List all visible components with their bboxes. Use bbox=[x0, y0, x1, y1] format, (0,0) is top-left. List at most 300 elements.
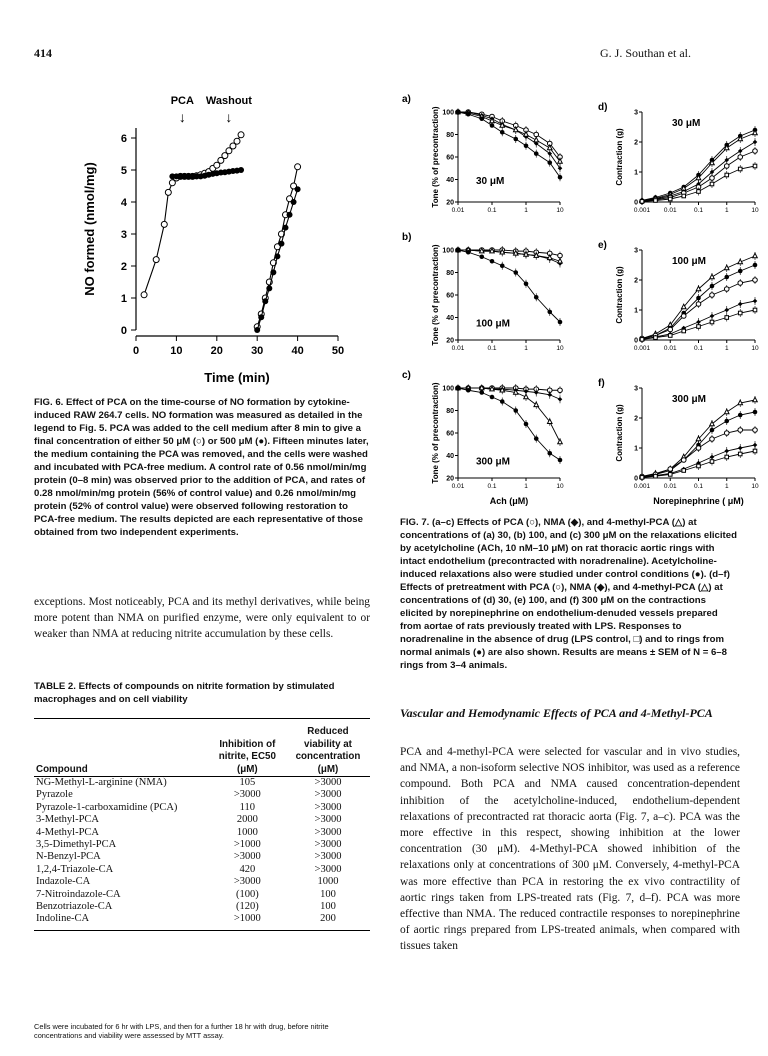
data-point-open-circle bbox=[753, 428, 758, 433]
table2-top-rule bbox=[34, 718, 370, 719]
fig7-y-tick-label: 100 bbox=[442, 247, 454, 255]
data-point-open-square bbox=[710, 320, 714, 324]
fig7-x-tick-label: 0.01 bbox=[451, 207, 465, 214]
fig7-y-tick-label: 80 bbox=[446, 408, 454, 415]
fig7-y-tick-label: 60 bbox=[446, 154, 454, 162]
data-point-triangle bbox=[753, 253, 758, 258]
fig7-panel-letter: e) bbox=[598, 240, 607, 251]
fig7-y-tick-label: 40 bbox=[446, 177, 454, 184]
data-point-open-square bbox=[682, 469, 686, 473]
fig6-y-tick-label: 2 bbox=[120, 261, 127, 273]
data-point-filled-circle bbox=[534, 151, 539, 156]
fig6-caption-lead: FIG. 6. bbox=[34, 397, 64, 408]
table2-cell-inhibition: 1000 bbox=[236, 826, 258, 838]
data-point-filled-circle bbox=[558, 320, 563, 325]
fig6-series-line bbox=[257, 189, 297, 330]
data-point-open-circle bbox=[738, 428, 743, 433]
data-point-open-circle bbox=[165, 189, 171, 195]
fig7-charts bbox=[400, 90, 760, 510]
table-row bbox=[34, 851, 370, 863]
fig6-arrow: ↓ bbox=[178, 109, 186, 125]
table2-cell-compound: 3,5-Dimethyl-PCA bbox=[36, 839, 117, 851]
fig6-y-tick-label: 5 bbox=[120, 165, 127, 177]
fig7-x-tick-label: 1 bbox=[524, 483, 528, 490]
table2-cell-inhibition: (100) bbox=[235, 888, 259, 900]
data-point-open-square bbox=[668, 197, 672, 201]
fig7-x-tick-label: 0.001 bbox=[633, 483, 651, 490]
data-point-open-circle bbox=[141, 292, 147, 298]
fig7-y-axis-label: Tone (% of precontraction) bbox=[431, 382, 440, 484]
table2-cell-viability: >3000 bbox=[314, 863, 342, 875]
fig6-annotation: Washout bbox=[205, 95, 252, 107]
table2-cell-compound: N-Benzyl-PCA bbox=[36, 851, 101, 863]
fig7-x-tick-label: 10 bbox=[751, 483, 759, 490]
data-point-open-square bbox=[640, 476, 644, 480]
table2-cell-compound: 3-Methyl-PCA bbox=[36, 814, 99, 826]
data-point-open-square bbox=[753, 449, 757, 453]
data-point-filled-circle bbox=[295, 186, 301, 192]
fig7-x-tick-label: 0.1 bbox=[693, 483, 704, 490]
data-point-open-circle bbox=[161, 221, 167, 227]
data-point-triangle bbox=[547, 255, 552, 260]
table2-cell-inhibition: 110 bbox=[239, 801, 256, 813]
fig7-x-tick-label: 10 bbox=[556, 483, 564, 490]
data-point-diamond bbox=[710, 314, 715, 319]
fig7-x-tick-label: 10 bbox=[556, 345, 564, 352]
table2-cell-viability: >3000 bbox=[314, 851, 342, 863]
data-point-open-circle bbox=[295, 164, 301, 170]
fig7-x-axis-label: Ach (μM) bbox=[489, 496, 529, 506]
fig7-y-tick-label: 1 bbox=[634, 445, 638, 453]
fig7-x-tick-label: 1 bbox=[724, 483, 729, 490]
data-point-filled-circle bbox=[262, 298, 268, 304]
data-point-filled-circle bbox=[266, 285, 272, 291]
data-point-diamond bbox=[753, 443, 758, 448]
table2-cell-compound: 1,2,4-Triazole-CA bbox=[36, 863, 114, 875]
data-point-open-circle bbox=[153, 257, 159, 263]
data-point-open-square bbox=[710, 460, 714, 464]
fig7-x-tick-label: 1 bbox=[724, 345, 729, 352]
data-point-open-square bbox=[654, 336, 658, 340]
fig7-concentration-label: 300 μM bbox=[672, 394, 706, 405]
fig7-series-line bbox=[458, 250, 560, 261]
data-point-filled-circle bbox=[500, 130, 505, 135]
table-row bbox=[34, 913, 370, 925]
data-point-filled-circle bbox=[456, 248, 461, 253]
data-point-triangle bbox=[738, 400, 743, 405]
fig6-series-line bbox=[144, 135, 241, 295]
table-row bbox=[34, 814, 370, 826]
data-point-open-square bbox=[668, 473, 672, 477]
data-point-filled-circle bbox=[753, 410, 758, 415]
fig7-x-tick-label: 0.01 bbox=[451, 483, 465, 490]
fig6-y-tick-label: 0 bbox=[120, 325, 127, 337]
table2-cell-inhibition: >3000 bbox=[233, 789, 261, 801]
data-point-open-circle bbox=[696, 446, 701, 451]
data-point-filled-circle bbox=[534, 436, 539, 441]
data-point-filled-circle bbox=[513, 137, 518, 142]
table-row bbox=[34, 901, 370, 913]
data-point-open-circle bbox=[234, 138, 240, 144]
fig7-y-axis-label: Contraction (g) bbox=[615, 128, 624, 186]
data-point-open-square bbox=[668, 334, 672, 338]
fig7-y-tick-label: 2 bbox=[634, 415, 638, 423]
table2-footnote: Cells were incubated for 6 hr with LPS, and then for a further 18 hr with drug, before nitrite concentrations and viability were assessed by MTT assay. bbox=[34, 1022, 329, 1040]
fig7-x-tick-label: 0.01 bbox=[663, 345, 677, 352]
data-point-diamond bbox=[753, 140, 758, 145]
data-point-open-square bbox=[640, 338, 644, 342]
fig7-caption-lead: FIG. 7. bbox=[400, 517, 430, 528]
fig7-panel-d bbox=[598, 102, 759, 214]
table2-cell-viability: 200 bbox=[320, 913, 336, 925]
data-point-filled-circle bbox=[500, 263, 505, 268]
data-point-filled-circle bbox=[490, 123, 495, 128]
data-point-open-square bbox=[725, 316, 729, 320]
fig7-y-axis-label: Contraction (g) bbox=[615, 404, 624, 462]
fig6-annotation: PCA bbox=[170, 95, 194, 107]
fig7-y-tick-label: 0 bbox=[634, 199, 638, 207]
data-point-open-square bbox=[725, 455, 729, 459]
fig7-concentration-label: 300 μM bbox=[476, 456, 510, 468]
data-point-open-circle bbox=[681, 458, 686, 463]
data-point-filled-circle bbox=[274, 253, 280, 259]
data-point-filled-circle bbox=[558, 458, 563, 463]
data-point-open-circle bbox=[558, 253, 563, 258]
data-point-open-square bbox=[738, 167, 742, 171]
data-point-open-square bbox=[753, 164, 757, 168]
data-point-filled-circle bbox=[479, 390, 484, 395]
data-point-open-circle bbox=[668, 467, 673, 472]
fig7-y-axis-label: Tone (% of precontraction) bbox=[431, 106, 440, 208]
left-body-paragraph: exceptions. Most noticeably, PCA and its methyl derivatives, while being more potent than NMA on purified enzyme, were only equivalent to or weaker than NMA at reducing nitrite accumulation by these cells. bbox=[34, 596, 370, 641]
data-point-open-square bbox=[682, 194, 686, 198]
table2-col-compound: Compound bbox=[36, 763, 88, 775]
data-point-triangle bbox=[524, 394, 529, 399]
fig7-y-tick-label: 20 bbox=[446, 199, 454, 207]
data-point-filled-circle bbox=[254, 327, 260, 333]
table-row bbox=[34, 789, 370, 801]
data-point-open-square bbox=[697, 190, 701, 194]
data-point-open-circle bbox=[668, 327, 673, 332]
table2-cell-compound: Indoline-CA bbox=[36, 913, 90, 925]
fig7-x-tick-label: 0.01 bbox=[451, 345, 465, 352]
data-point-filled-circle bbox=[547, 160, 552, 165]
data-point-filled-circle bbox=[490, 259, 495, 264]
data-point-open-circle bbox=[724, 431, 729, 436]
data-point-open-square bbox=[753, 308, 757, 312]
table2-cell-compound: Indazole-CA bbox=[36, 876, 91, 888]
data-point-filled-circle bbox=[513, 270, 518, 275]
fig7-x-tick-label: 0.01 bbox=[663, 483, 677, 490]
data-point-open-square bbox=[654, 199, 658, 203]
data-point-filled-circle bbox=[524, 281, 529, 286]
data-point-triangle bbox=[558, 439, 563, 444]
section-title: Vascular and Hemodynamic Effects of PCA and 4-Methyl-PCA bbox=[400, 706, 713, 720]
fig7-x-axis-label: Norepinephrine ( μM) bbox=[653, 496, 744, 506]
data-point-filled-circle bbox=[738, 413, 743, 418]
data-point-filled-circle bbox=[710, 284, 715, 289]
data-point-open-circle bbox=[238, 132, 244, 138]
fig7-y-tick-label: 1 bbox=[634, 307, 638, 315]
data-point-open-square bbox=[710, 182, 714, 186]
fig7-y-tick-label: 20 bbox=[446, 337, 454, 345]
fig6-x-tick-label: 30 bbox=[251, 345, 264, 357]
fig7-y-tick-label: 80 bbox=[446, 270, 454, 277]
table2-title bbox=[34, 680, 370, 706]
fig7-x-tick-label: 1 bbox=[524, 345, 528, 352]
table2-cell-compound: NG-Methyl-L-arginine (NMA) bbox=[36, 777, 167, 788]
data-point-open-circle bbox=[681, 314, 686, 319]
table2 bbox=[34, 726, 370, 931]
fig7-x-tick-label: 1 bbox=[724, 207, 729, 214]
fig7-x-tick-label: 0.1 bbox=[487, 207, 497, 214]
table-row bbox=[34, 827, 370, 839]
data-point-triangle bbox=[724, 265, 729, 270]
fig6-caption bbox=[34, 396, 370, 539]
data-point-filled-circle bbox=[258, 314, 264, 320]
data-point-diamond bbox=[724, 308, 729, 313]
data-point-filled-circle bbox=[466, 388, 471, 393]
fig7-y-tick-label: 3 bbox=[634, 109, 638, 117]
table2-cell-viability: 100 bbox=[320, 888, 336, 900]
table2-title-lead: TABLE 2. bbox=[34, 681, 76, 692]
fig6-y-tick-label: 3 bbox=[120, 229, 127, 241]
data-point-open-square bbox=[682, 329, 686, 333]
fig7-y-tick-label: 60 bbox=[446, 430, 454, 438]
fig7-y-tick-label: 100 bbox=[442, 385, 454, 393]
fig6-x-tick-label: 10 bbox=[170, 345, 183, 357]
fig7-y-tick-label: 60 bbox=[446, 292, 454, 300]
data-point-triangle bbox=[710, 274, 715, 279]
data-point-open-circle bbox=[558, 388, 563, 393]
fig7-y-tick-label: 0 bbox=[634, 337, 638, 345]
data-point-filled-circle bbox=[547, 310, 552, 315]
table2-cell-inhibition: >3000 bbox=[233, 876, 261, 888]
data-point-diamond bbox=[738, 446, 743, 451]
fig7-panel-f bbox=[598, 378, 759, 506]
data-point-filled-circle bbox=[466, 250, 471, 255]
fig7-y-tick-label: 20 bbox=[446, 475, 454, 483]
fig7-panel-letter: d) bbox=[598, 102, 608, 113]
fig7-concentration-label: 30 μM bbox=[672, 118, 701, 129]
data-point-open-circle bbox=[710, 176, 715, 181]
data-point-filled-circle bbox=[278, 241, 284, 247]
table2-cell-compound: Pyrazole bbox=[36, 789, 73, 801]
data-point-triangle bbox=[738, 259, 743, 264]
data-point-open-circle bbox=[753, 278, 758, 283]
data-point-open-circle bbox=[738, 155, 743, 160]
data-point-open-circle bbox=[710, 437, 715, 442]
data-point-filled-circle bbox=[479, 116, 484, 121]
data-point-filled-circle bbox=[270, 269, 276, 275]
data-point-diamond bbox=[738, 302, 743, 307]
fig7-panel-c bbox=[402, 370, 564, 506]
fig7-y-tick-label: 2 bbox=[634, 277, 638, 285]
data-point-filled-circle bbox=[291, 199, 297, 205]
fig7-panel-a bbox=[402, 94, 564, 214]
table2-title-text: Effects of compounds on nitrite formation by stimulated macrophages and on cell viability bbox=[34, 681, 335, 705]
data-point-open-circle bbox=[696, 302, 701, 307]
fig7-y-tick-label: 2 bbox=[634, 139, 638, 147]
fig7-y-tick-label: 3 bbox=[634, 385, 638, 393]
fig7-x-tick-label: 10 bbox=[751, 345, 759, 352]
fig7-y-axis-label: Contraction (g) bbox=[615, 266, 624, 324]
data-point-triangle bbox=[558, 258, 563, 263]
fig7-y-tick-label: 100 bbox=[442, 109, 454, 117]
table2-cell-inhibition: >3000 bbox=[233, 851, 261, 863]
data-point-filled-circle bbox=[710, 428, 715, 433]
fig7-series-line bbox=[458, 250, 560, 322]
fig7-panel-b bbox=[402, 232, 564, 352]
fig7-x-tick-label: 0.001 bbox=[633, 345, 651, 352]
data-point-filled-circle bbox=[524, 143, 529, 148]
table2-cell-inhibition: >1000 bbox=[233, 913, 261, 925]
fig6-x-axis-label: Time (min) bbox=[204, 370, 270, 385]
data-point-open-square bbox=[640, 200, 644, 204]
running-head: G. J. Southan et al. bbox=[600, 46, 691, 60]
data-point-filled-circle bbox=[456, 386, 461, 391]
table2-cell-inhibition: 420 bbox=[239, 863, 256, 875]
fig7-y-tick-label: 80 bbox=[446, 132, 454, 139]
table2-cell-inhibition: 2000 bbox=[236, 814, 258, 826]
table2-cell-viability: 1000 bbox=[317, 876, 339, 888]
fig7-x-tick-label: 10 bbox=[556, 207, 564, 214]
table2-cell-viability: >3000 bbox=[314, 814, 342, 826]
data-point-open-square bbox=[725, 173, 729, 177]
data-point-open-square bbox=[697, 464, 701, 468]
fig7-panel-e bbox=[598, 240, 759, 352]
data-point-filled-circle bbox=[490, 395, 495, 400]
table2-cell-inhibition: 105 bbox=[239, 777, 256, 788]
fig7-x-tick-label: 0.01 bbox=[663, 207, 677, 214]
fig6-arrow: ↓ bbox=[225, 109, 233, 125]
data-point-filled-circle bbox=[479, 254, 484, 259]
data-point-open-circle bbox=[738, 281, 743, 286]
table-row bbox=[34, 777, 370, 790]
fig7-panel-letter: f) bbox=[598, 378, 605, 389]
data-point-open-circle bbox=[753, 149, 758, 154]
data-point-filled-circle bbox=[753, 263, 758, 268]
data-point-filled-circle bbox=[466, 112, 471, 117]
table2-cell-compound: 4-Methyl-PCA bbox=[36, 826, 99, 838]
table2-cell-compound: 7-Nitroindazole-CA bbox=[36, 888, 121, 900]
data-point-triangle bbox=[524, 132, 529, 137]
table2-cell-viability: >3000 bbox=[314, 777, 342, 788]
table2-col-inhibition: Inhibition of nitrite, EC50 (μM) bbox=[218, 738, 276, 775]
data-point-open-circle bbox=[724, 287, 729, 292]
fig7-concentration-label: 100 μM bbox=[672, 256, 706, 267]
data-point-filled-circle bbox=[282, 225, 288, 231]
fig7-x-tick-label: 0.1 bbox=[693, 207, 704, 214]
data-point-filled-circle bbox=[238, 167, 244, 173]
table-row bbox=[34, 889, 370, 901]
table2-cell-viability: >3000 bbox=[314, 789, 342, 801]
data-point-filled-circle bbox=[456, 110, 461, 115]
section-body: PCA and 4-methyl-PCA were selected for vascular and in vivo studies, and NMA, a non-isoform selective NOS inhibitor, was used as a reference compound. Both PCA and NMA caused concentration-dependent inhibition of the acetylcholine-induced, endothelium-dependent relaxations of precontracted rat thoracic aorta (Fig. 7, a–c). PCA was the more effective in this respect, showing inhibition at the lower concentration (30 μM). 4-Methyl-PCA showed inhibition of the relaxations only at concentrations of 300 μM. Conversely, 4-methyl-PCA was more effective than PCA in restoring the ex vivo contractility of aortic rings taken from LPS-treated rats (Fig. 7, d–f). PCA was more effective than NMA. The reduced contractile responses to norepinephrine of aortic rings prepared from LPS-treated animals, when compared with tissues taken bbox=[400, 746, 740, 953]
data-point-triangle bbox=[696, 286, 701, 291]
table-row bbox=[34, 876, 370, 888]
data-point-open-square bbox=[697, 325, 701, 329]
data-point-filled-circle bbox=[513, 408, 518, 413]
table2-cell-inhibition: (120) bbox=[235, 901, 259, 913]
data-point-filled-circle bbox=[696, 296, 701, 301]
fig6-x-tick-label: 0 bbox=[132, 345, 140, 357]
data-point-triangle bbox=[724, 409, 729, 414]
data-point-filled-circle bbox=[534, 295, 539, 300]
data-point-open-circle bbox=[710, 293, 715, 298]
fig6-y-tick-label: 4 bbox=[120, 197, 127, 209]
fig6-x-tick-label: 50 bbox=[331, 345, 345, 357]
data-point-open-square bbox=[738, 311, 742, 315]
fig7-caption-text: (a–c) Effects of PCA (○), NMA (◆), and 4-methyl-PCA (△) at concentrations of (a) 30, (b) 100, and (c) 300 μM on the relaxations elicited by acetylcholine (ACh, 10 nM–10 μM) on rat thoracic aortic rings with intact endothelium (precontracted with noradrenaline). Acetylcholine-induced relaxations also were studied under control conditions (●). (d–f) Effects of pretreatment with PCA (○), NMA (◆), and 4-methyl-PCA (△) at concentrations of (d) 30, (e) 100, and (f) 300 μM on the contractions elicited by norepinephrine on endothelium-denuded vessels prepared from aortae of rats previously treated with LPS. Responses to noradrenaline in the absence of drug (LPS control, □) and to rings from normal animals (●) are also shown. Results are means ± SEM of N = 6–8 rings from 3–4 animals. bbox=[400, 517, 737, 671]
data-point-filled-circle bbox=[724, 419, 729, 424]
data-point-open-circle bbox=[534, 132, 539, 137]
table-row bbox=[34, 864, 370, 876]
fig7-caption bbox=[400, 516, 740, 672]
fig6-chart bbox=[70, 88, 370, 388]
data-point-open-square bbox=[738, 452, 742, 456]
fig7-y-tick-label: 0 bbox=[634, 475, 638, 483]
data-point-filled-circle bbox=[738, 269, 743, 274]
data-point-open-square bbox=[654, 474, 658, 478]
data-point-triangle bbox=[534, 402, 539, 407]
fig6-y-tick-label: 6 bbox=[120, 133, 127, 145]
fig7-panel-letter: b) bbox=[402, 232, 412, 243]
fig7-series-line bbox=[458, 112, 560, 162]
fig6-caption-text: Effect of PCA on the time-course of NO formation by cytokine-induced RAW 264.7 cells. NO formation was measured as detailed in the legend to Fig. 5. PCA was added to the cell medium after 8 min to give a final concentration of either 50 μM (○) or 500 μM (●). Fifteen minutes later, the medium containing the PCA was removed, and the cells were washed and incubated with PCA-free medium. A control rate of 0.56 nmol/min/mg protein (0–8 min) was observed prior to the addition of PCA, and rates of 0.28 nmol/min/mg protein (56% of control value) and 0.26 nmol/min/mg protein (52% of control value) were observed following restoration to PCA-free medium. The results depicted are each representative of those obtained from two independent experiments. bbox=[34, 397, 369, 538]
fig7-x-tick-label: 0.1 bbox=[487, 483, 497, 490]
fig7-x-tick-label: 10 bbox=[751, 207, 759, 214]
data-point-filled-circle bbox=[547, 451, 552, 456]
data-point-filled-circle bbox=[287, 212, 293, 218]
data-point-open-circle bbox=[724, 164, 729, 169]
table2-cell-viability: >3000 bbox=[314, 826, 342, 838]
data-point-diamond bbox=[753, 299, 758, 304]
fig6-y-tick-label: 1 bbox=[120, 293, 127, 305]
data-point-filled-circle bbox=[500, 399, 505, 404]
fig7-y-tick-label: 40 bbox=[446, 315, 454, 322]
fig7-x-tick-label: 0.1 bbox=[487, 345, 497, 352]
fig7-y-tick-label: 3 bbox=[634, 247, 638, 255]
data-point-triangle bbox=[513, 127, 518, 132]
data-point-diamond bbox=[558, 397, 563, 402]
fig7-panel-letter: a) bbox=[402, 94, 411, 105]
fig7-series-line bbox=[458, 388, 560, 442]
fig7-x-tick-label: 0.001 bbox=[633, 207, 651, 214]
data-point-diamond bbox=[724, 449, 729, 454]
table2-col-viability: Reduced viability at concentration (μM) bbox=[295, 726, 361, 775]
data-point-diamond bbox=[547, 392, 552, 397]
fig7-x-tick-label: 0.1 bbox=[693, 345, 704, 352]
table2-cell-viability: >3000 bbox=[314, 839, 342, 851]
fig7-panel-letter: c) bbox=[402, 370, 411, 381]
page-number: 414 bbox=[34, 46, 52, 60]
fig6-x-tick-label: 40 bbox=[291, 345, 304, 357]
table-row bbox=[34, 839, 370, 851]
fig7-y-tick-label: 40 bbox=[446, 453, 454, 460]
fig7-concentration-label: 30 μM bbox=[476, 176, 505, 187]
fig7-x-tick-label: 1 bbox=[524, 207, 528, 214]
data-point-triangle bbox=[534, 137, 539, 142]
data-point-filled-circle bbox=[558, 175, 563, 180]
fig7-series-line bbox=[458, 388, 560, 460]
table2-cell-viability: >3000 bbox=[314, 801, 342, 813]
fig7-y-tick-label: 1 bbox=[634, 169, 638, 177]
fig6-x-tick-label: 20 bbox=[210, 345, 223, 357]
table2-cell-inhibition: >1000 bbox=[233, 839, 261, 851]
table2-cell-compound: Pyrazole-1-carboxamidine (PCA) bbox=[36, 801, 178, 813]
fig6-y-axis-label: NO formed (nmol/mg) bbox=[82, 162, 97, 296]
